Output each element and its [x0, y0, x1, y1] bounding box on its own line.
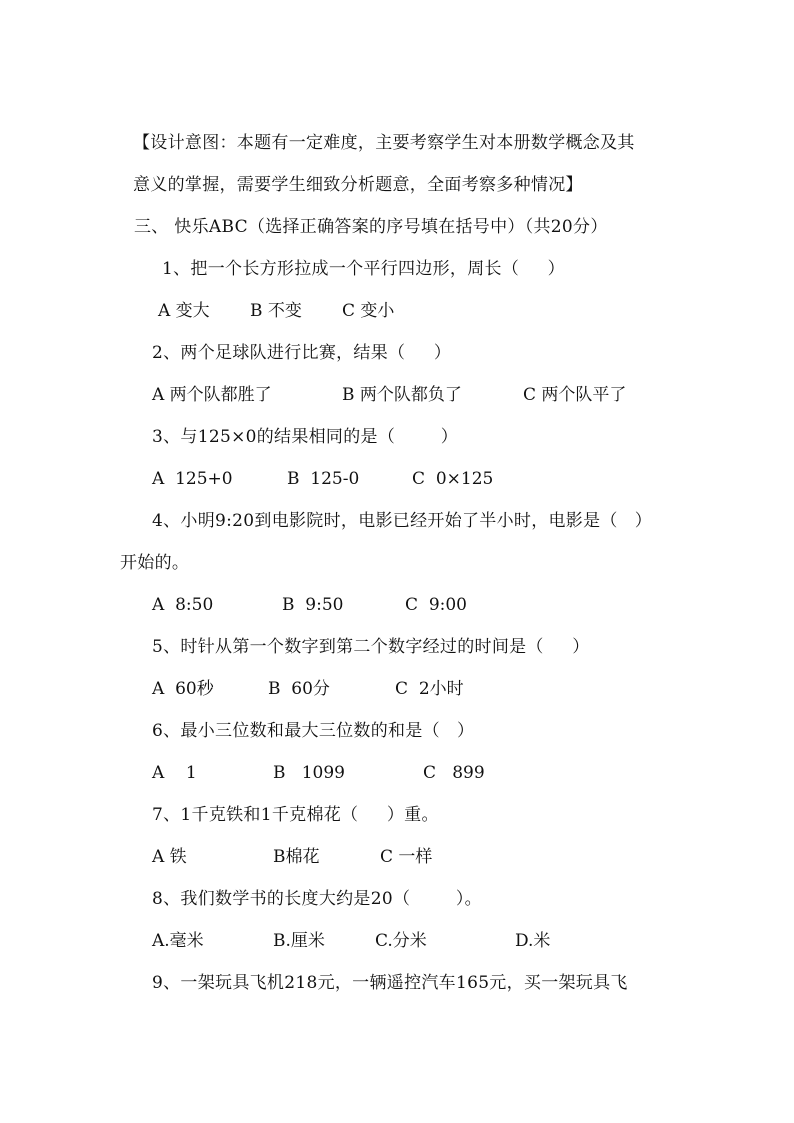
q1-option-c: C 变小: [342, 301, 395, 321]
q2-option-b: B 两个队都负了: [342, 385, 462, 405]
question-2: 2、两个足球队进行比赛，结果（ ）: [152, 343, 452, 363]
question-1: 1、把一个长方形拉成一个平行四边形，周长（ ）: [162, 259, 565, 279]
q8-option-a: A.毫米: [152, 931, 204, 951]
q6-option-b: B 1099: [273, 763, 345, 783]
q3-option-b: B 125-0: [287, 469, 360, 489]
q5-option-b: B 60分: [268, 679, 330, 699]
q5-option-a: A 60秒: [152, 679, 214, 699]
q8-option-d: D.米: [515, 931, 551, 951]
question-3: 3、与125×0的结果相同的是（ ）: [152, 427, 459, 447]
question-5: 5、时针从第一个数字到第二个数字经过的时间是（ ）: [152, 637, 590, 657]
q2-option-a: A 两个队都胜了: [152, 385, 272, 405]
q2-option-c: C 两个队平了: [523, 385, 627, 405]
q5-option-c: C 2小时: [395, 679, 464, 699]
q3-option-c: C 0×125: [412, 469, 494, 489]
question-9: 9、一架玩具飞机218元，一辆遥控汽车165元，买一架玩具飞: [152, 973, 628, 993]
design-intent-line-2: 意义的掌握，需要学生细致分析题意，全面考察多种情况】: [133, 175, 583, 195]
section-heading: 三、 快乐ABC（选择正确答案的序号填在括号中）（共20分）: [134, 217, 608, 237]
question-7: 7、1千克铁和1千克棉花（ ）重。: [152, 805, 439, 825]
q4-option-c: C 9:00: [405, 595, 467, 615]
q7-option-a: A 铁: [152, 847, 187, 867]
q6-option-a: A 1: [152, 763, 197, 783]
q7-option-c: C 一样: [380, 847, 433, 867]
question-4-continued: 开始的。: [120, 553, 190, 573]
q4-option-a: A 8:50: [152, 595, 214, 615]
q3-option-a: A 125+0: [152, 469, 233, 489]
q6-option-c: C 899: [423, 763, 485, 783]
q8-option-c: C.分米: [375, 931, 427, 951]
question-6: 6、最小三位数和最大三位数的和是（ ）: [152, 721, 475, 741]
q1-option-a: A 变大: [158, 301, 210, 321]
design-intent-line-1: 【设计意图：本题有一定难度，主要考察学生对本册数学概念及其: [133, 133, 635, 153]
question-4: 4、小明9:20到电影院时，电影已经开始了半小时，电影是（ ）: [152, 511, 653, 531]
q4-option-b: B 9:50: [282, 595, 344, 615]
question-8: 8、我们数学书的长度大约是20（ ）。: [152, 889, 482, 909]
q1-option-b: B 不变: [250, 301, 302, 321]
q7-option-b: B棉花: [273, 847, 320, 867]
q8-option-b: B.厘米: [273, 931, 325, 951]
